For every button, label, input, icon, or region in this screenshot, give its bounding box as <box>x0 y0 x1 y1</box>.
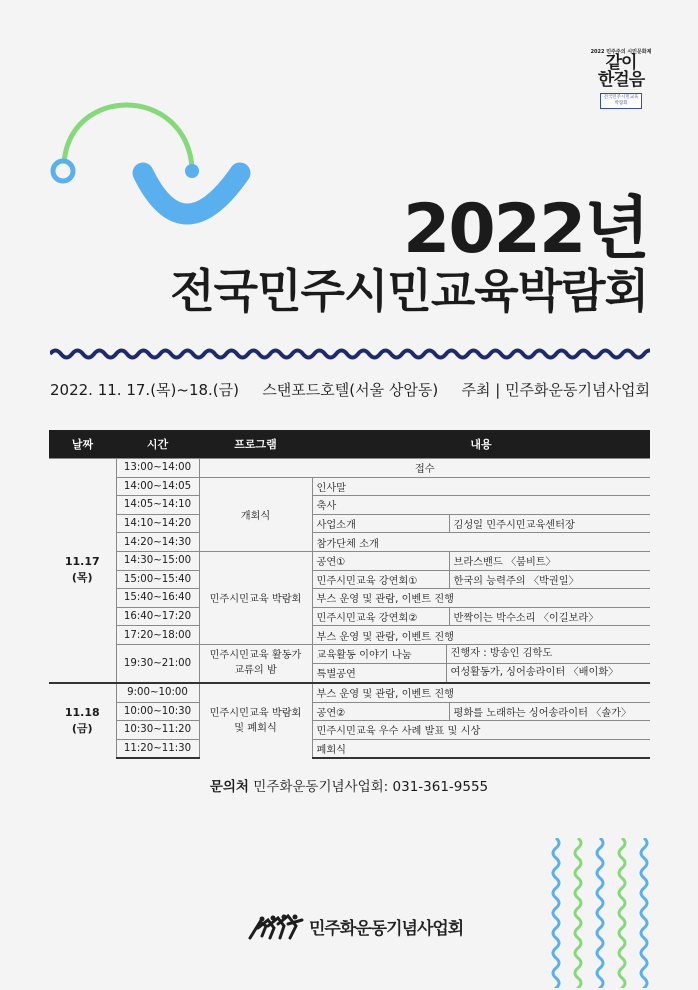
day2-dow: (금) <box>71 722 93 736</box>
table-row <box>49 496 650 515</box>
title-year: 2022년 <box>403 190 648 269</box>
header-content: 내용 <box>312 430 650 459</box>
table-row <box>49 533 650 552</box>
content-cell: 폐회식 <box>312 739 650 758</box>
detail-cell: 한국의 능력주의 〈박권일〉 <box>449 570 650 589</box>
time-cell: 10:00~10:30 <box>116 702 199 721</box>
program-cell <box>199 644 312 683</box>
table-row <box>49 589 650 608</box>
program-cell: 개회식 <box>199 477 312 551</box>
vertical-waves <box>548 838 658 988</box>
table-row <box>49 739 650 758</box>
content-cell: 참가단체 소개 <box>312 533 650 552</box>
content-cell: 공연① <box>312 551 449 570</box>
content-cell: 부스 운영 및 관람, 이벤트 진행 <box>312 626 650 645</box>
time-cell: 11:20~11:30 <box>116 739 199 758</box>
vertical-wave-line <box>553 838 559 988</box>
detail-cell: 반짝이는 박수소리 〈이길보라〉 <box>449 607 650 626</box>
time-cell: 10:30~11:20 <box>116 721 199 740</box>
blue-smile <box>143 173 240 214</box>
content-cell: 축사 <box>312 496 650 515</box>
time-cell: 14:20~14:30 <box>116 533 199 552</box>
logo-line1: 같이 <box>605 53 637 73</box>
program-line: 교류의 밤 <box>234 665 277 677</box>
detail-cell: 김성일 민주시민교육센터장 <box>449 514 650 533</box>
day1-date <box>49 459 116 683</box>
content-cell: 특별공연 <box>316 669 356 681</box>
vertical-wave-line <box>597 838 603 988</box>
green-arc <box>64 105 192 167</box>
title-main: 전국민주시민교육박람회 <box>170 264 648 318</box>
program-line: 민주시민교육 박람회 <box>209 708 302 720</box>
event-venue: 스탠포드호텔(서울 상암동) <box>262 381 439 399</box>
contact-label: 문의처 <box>209 779 249 795</box>
time-cell: 15:00~15:40 <box>116 570 199 589</box>
smile-graphic <box>40 95 270 245</box>
table-row <box>49 644 650 683</box>
time-cell: 17:20~18:00 <box>116 626 199 645</box>
content-cell: 교육활동 이야기 나눔 <box>316 650 412 662</box>
event-host: 주최 | 민주화운동기념사업회 <box>461 381 650 399</box>
time-cell: 16:40~17:20 <box>116 607 199 626</box>
footer-org-name: 민주화운동기념사업회 <box>309 919 464 939</box>
header-time: 시간 <box>116 430 199 459</box>
green-ring <box>53 161 73 181</box>
table-row <box>49 721 650 740</box>
vertical-wave-line <box>575 838 581 988</box>
table-row <box>49 459 650 478</box>
content-cell: 민주시민교육 강연회① <box>312 570 449 589</box>
schedule-table <box>49 430 650 759</box>
logo-tag-line2: 박람회 <box>614 101 628 106</box>
header-program: 프로그램 <box>199 430 312 459</box>
time-cell: 14:00~14:05 <box>116 477 199 496</box>
table-row <box>49 683 650 702</box>
content-cell: 인사말 <box>312 477 650 496</box>
time-cell: 19:30~21:00 <box>116 644 199 683</box>
content-stack <box>312 644 650 683</box>
table-row <box>49 607 650 626</box>
table-row <box>49 514 650 533</box>
content-cell: 부스 운영 및 관람, 이벤트 진행 <box>312 683 650 702</box>
table-row <box>49 626 650 645</box>
table-row <box>49 477 650 496</box>
contact-line <box>0 775 698 795</box>
program-cell <box>199 683 312 758</box>
detail-cell: 진행자 : 방송인 김학도 <box>446 645 553 663</box>
blue-dot <box>185 164 199 178</box>
event-info <box>50 379 650 400</box>
sub-row <box>313 645 651 664</box>
sub-row <box>313 664 651 682</box>
time-cell: 14:05~14:10 <box>116 496 199 515</box>
day1-date-text: 11.17 <box>64 555 100 569</box>
contact-text: 민주화운동기념사업회: 031-361-9555 <box>253 779 489 795</box>
time-cell: 13:00~14:00 <box>116 459 199 478</box>
detail-cell: 여성활동가, 싱어송라이터 〈배이화〉 <box>446 664 619 682</box>
program-line: 민주시민교육 활동가 <box>209 650 302 662</box>
table-row <box>49 570 650 589</box>
content-cell: 민주시민교육 강연회② <box>312 607 449 626</box>
header-date: 날짜 <box>49 430 116 459</box>
wave-divider <box>50 344 650 364</box>
day2-date-text: 11.18 <box>64 706 100 720</box>
logo-line2: 한걸음 <box>597 70 645 90</box>
day2-date <box>49 683 116 758</box>
table-header <box>49 430 650 459</box>
time-cell: 14:30~15:00 <box>116 551 199 570</box>
logo-caption: 2022 민주주의 시민문화제 <box>590 49 652 55</box>
detail-cell: 브라스밴드 〈붐비트〉 <box>449 551 650 570</box>
program-line: 및 폐회식 <box>234 723 277 735</box>
program-cell: 민주시민교육 박람회 <box>199 551 312 644</box>
vertical-wave-line <box>641 838 647 988</box>
content-cell: 부스 운영 및 관람, 이벤트 진행 <box>312 589 650 608</box>
detail-cell: 평화를 노래하는 싱어송라이터 〈솔가〉 <box>449 702 650 721</box>
table-row <box>49 702 650 721</box>
time-cell: 15:40~16:40 <box>116 589 199 608</box>
logo-tag <box>600 93 643 109</box>
logo-tag-line1: 전국민주시민교육 <box>603 95 639 100</box>
content-cell: 공연② <box>312 702 449 721</box>
day1-dow: (목) <box>71 571 93 585</box>
content-cell: 민주시민교육 우수 사례 발표 및 시상 <box>312 721 650 740</box>
time-cell: 9:00~10:00 <box>116 683 199 702</box>
content-cell: 접수 <box>199 459 650 478</box>
footer-runners-icon <box>248 914 306 942</box>
event-logo <box>590 48 652 109</box>
content-cell: 사업소개 <box>312 514 449 533</box>
event-date: 2022. 11. 17.(목)~18.(금) <box>50 381 239 399</box>
vertical-wave-line <box>619 838 625 988</box>
table-row <box>49 551 650 570</box>
time-cell: 14:10~14:20 <box>116 514 199 533</box>
